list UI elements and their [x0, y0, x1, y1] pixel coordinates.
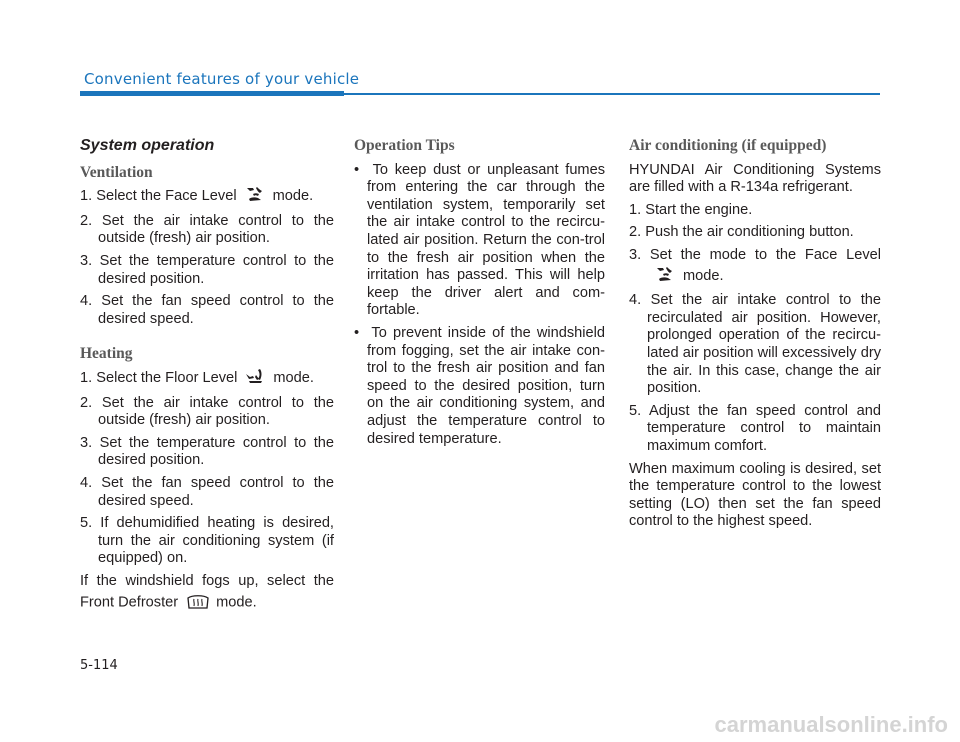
air-conditioning-closing: When maximum cooling is desired, set the temperature control to the lowest setting (LO) then set the fan speed control to the highest speed.	[629, 460, 881, 530]
heating-step-4: 4. Set the fan speed control to the desired speed.	[80, 474, 334, 509]
face-level-icon	[655, 265, 677, 288]
column-left	[80, 133, 334, 621]
page-number: 5-114	[80, 658, 118, 673]
column-right	[629, 133, 881, 536]
operation-tip-2: • To prevent inside of the windshield from fogging, set the air intake con-trol to the fresh air position and fan speed to the desired position, turn on the air conditioning system, and adjust the temperature control to desired temperature.	[354, 324, 605, 447]
ac-step-4: 4. Set the air intake control to the recirculated air position. However, prolonged operation of the recircu-lated air position will excessively dry the air. In this case, change the air position.	[629, 292, 881, 397]
floor-level-icon	[245, 367, 267, 390]
ventilation-step-3: 3. Set the temperature control to the desired position.	[80, 252, 334, 287]
bullet-icon: •	[354, 161, 373, 178]
ac-step-1: 1. Start the engine.	[629, 201, 753, 218]
air-conditioning-intro: HYUNDAI Air Conditioning Systems are filled with a R-134a refrigerant.	[629, 161, 881, 196]
chapter-title: Convenient features of your vehicle	[84, 70, 360, 88]
ventilation-step-2: 2. Set the air intake control to the outside (fresh) air position.	[80, 212, 334, 247]
face-level-icon	[245, 185, 267, 208]
bullet-icon: •	[354, 324, 372, 341]
heating-note: If the windshield fogs up, select the Front Defroster mode.	[80, 573, 334, 616]
ac-step-2: 2. Push the air conditioning button.	[629, 224, 854, 241]
ac-step-3: 3. Set the mode to the Face Level mode.	[629, 247, 881, 287]
heating-step-5: 5. If dehumidified heating is desired, turn the air conditioning system (if equipped) on.	[80, 515, 334, 567]
header-rule-thick	[80, 91, 344, 96]
air-conditioning-heading: Air conditioning (if equipped)	[629, 137, 827, 154]
operation-tips-heading: Operation Tips	[354, 137, 455, 154]
heating-step-2: 2. Set the air intake control to the outside (fresh) air position.	[80, 394, 334, 429]
watermark: carmanualsonline.info	[714, 712, 948, 737]
heating-heading: Heating	[80, 345, 133, 363]
section-title: System operation	[80, 137, 215, 154]
ac-step-5: 5. Adjust the fan speed control and temperature control to maintain maximum comfort.	[629, 402, 881, 454]
ventilation-step-1: 1. Select the Face Level mode.	[80, 185, 334, 208]
front-defroster-icon	[186, 590, 210, 616]
heating-step-3: 3. Set the temperature control to the desired position.	[80, 434, 334, 469]
ventilation-heading: Ventilation	[80, 163, 153, 181]
column-middle	[354, 133, 605, 453]
operation-tip-1: • To keep dust or unpleasant fumes from entering the car through the ventilation system, temporarily set the air intake control to the recircu-lated air position. Return the con-trol to the fresh air position when the irritation has passed. This will help keep the driver alert and com-fortable.	[354, 161, 606, 319]
header-rule-thin	[344, 93, 880, 95]
heating-step-1: 1. Select the Floor Level mode.	[80, 367, 334, 390]
ventilation-step-4: 4. Set the fan speed control to the desired speed.	[80, 293, 334, 327]
